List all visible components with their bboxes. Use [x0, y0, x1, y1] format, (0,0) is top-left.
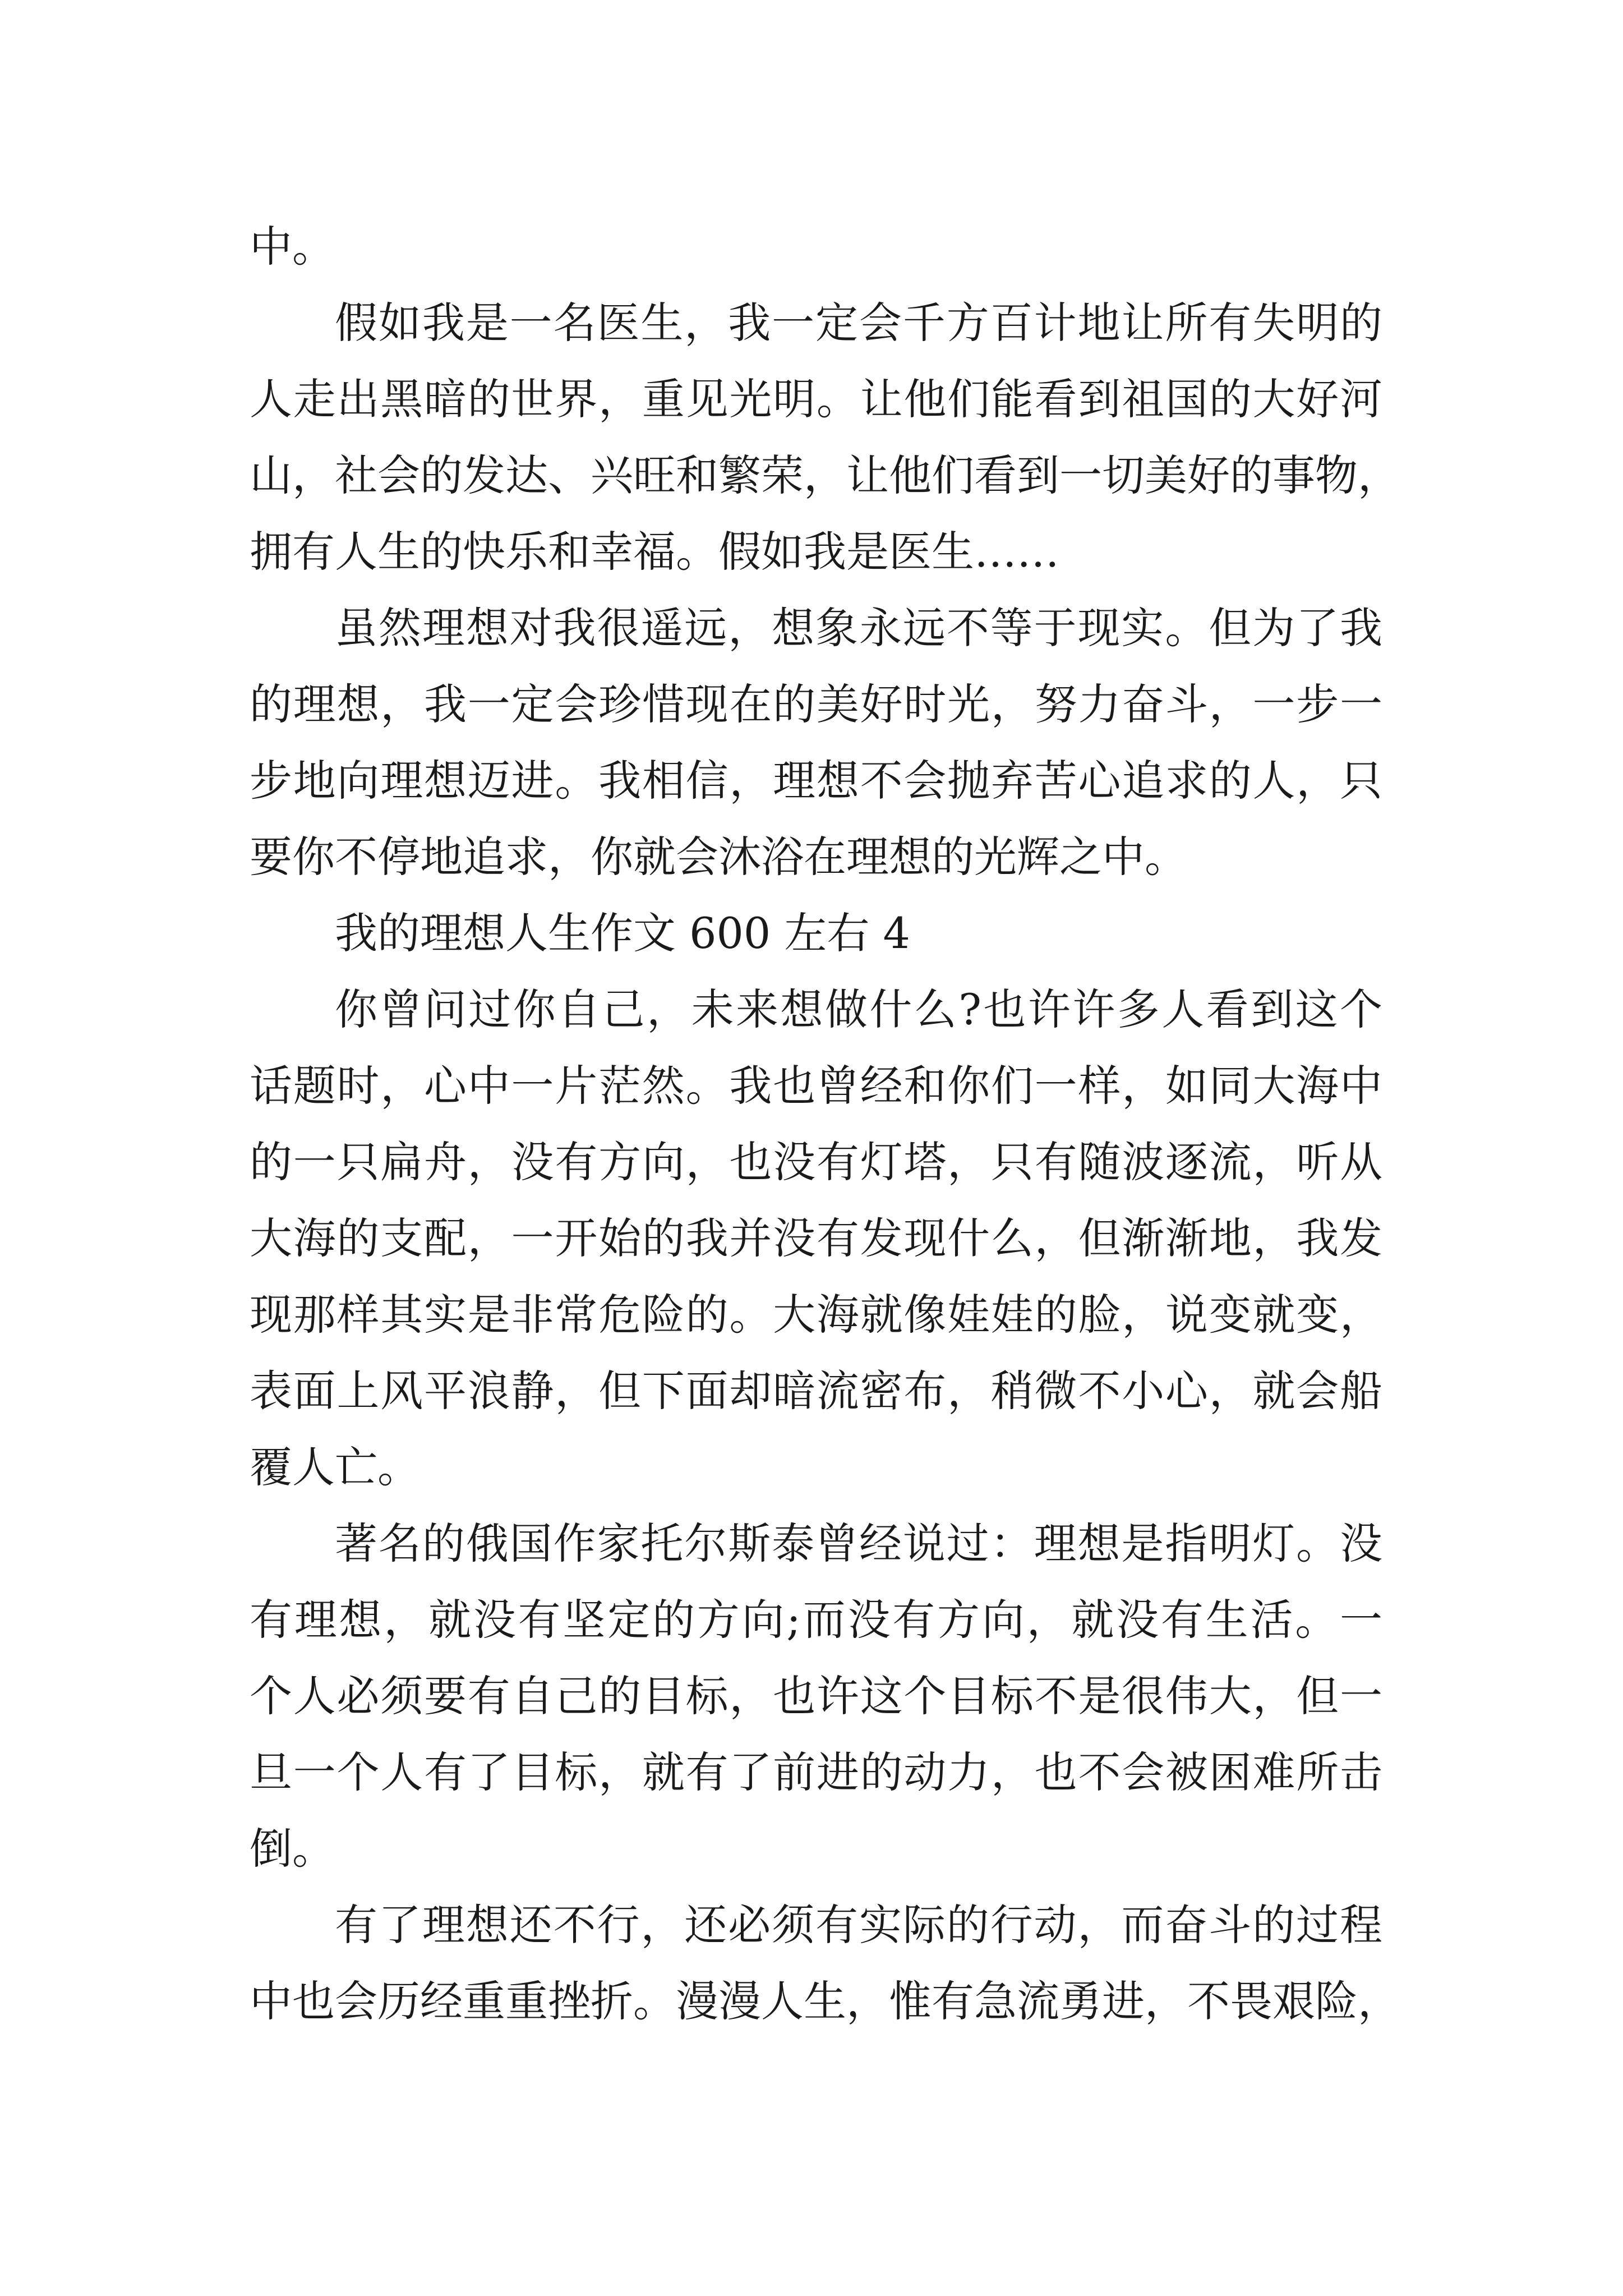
text-line: 虽然理想对我很遥远，想象永远不等于现实。但为了我: [335, 603, 1382, 653]
text-line: 山，社会的发达、兴旺和繁荣，让他们看到一切美好的事物，: [250, 450, 1400, 500]
text-line: 要你不停地追求，你就会沐浴在理想的光辉之中。: [250, 832, 1187, 882]
text-line: 的理想，我一定会珍惜现在的美好时光，努力奋斗，一步一: [250, 679, 1382, 729]
text-line: 有了理想还不行，还必须有实际的行动，而奋斗的过程: [335, 1900, 1382, 1950]
text-line: 个人必须要有自己的目标，也许这个目标不是很伟大，但一: [250, 1671, 1382, 1721]
document-body: [250, 209, 1400, 2040]
text-line: 有理想，就没有坚定的方向;而没有方向，就没有生活。一: [250, 1595, 1382, 1645]
text-line: 人走出黑暗的世界，重见光明。让他们能看到祖国的大好河: [250, 374, 1382, 424]
text-line: 你曾问过你自己，未来想做什么?也许许多人看到这个: [335, 984, 1382, 1034]
text-line: 著名的俄国作家托尔斯泰曾经说过：理想是指明灯。没: [335, 1519, 1382, 1568]
text-line: 步地向理想迈进。我相信，理想不会抛弃苦心追求的人，只: [250, 756, 1382, 806]
text-line: 表面上风平浪静，但下面却暗流密布，稍微不小心，就会船: [250, 1366, 1382, 1416]
text-line: 拥有人生的快乐和幸福。假如我是医生……: [250, 527, 1059, 577]
text-line: 现那样其实是非常危险的。大海就像娃娃的脸，说变就变，: [250, 1290, 1382, 1340]
text-line: 话题时，心中一片茫然。我也曾经和你们一样，如同大海中: [250, 1061, 1382, 1111]
text-line: 倒。: [250, 1824, 335, 1874]
text-line: 假如我是一名医生，我一定会千方百计地让所有失明的: [335, 298, 1382, 348]
text-line: 的一只扁舟，没有方向，也没有灯塔，只有随波逐流，听从: [250, 1137, 1382, 1187]
text-line: 我的理想人生作文 600 左右 4: [335, 908, 910, 958]
text-line: 中也会历经重重挫折。漫漫人生，惟有急流勇进，不畏艰险，: [250, 1976, 1400, 2026]
text-line: 覆人亡。: [250, 1442, 420, 1492]
text-line: 旦一个人有了目标，就有了前进的动力，也不会被困难所击: [250, 1747, 1382, 1797]
text-line: 中。: [250, 222, 335, 272]
text-line: 大海的支配，一开始的我并没有发现什么，但渐渐地，我发: [250, 1213, 1382, 1263]
